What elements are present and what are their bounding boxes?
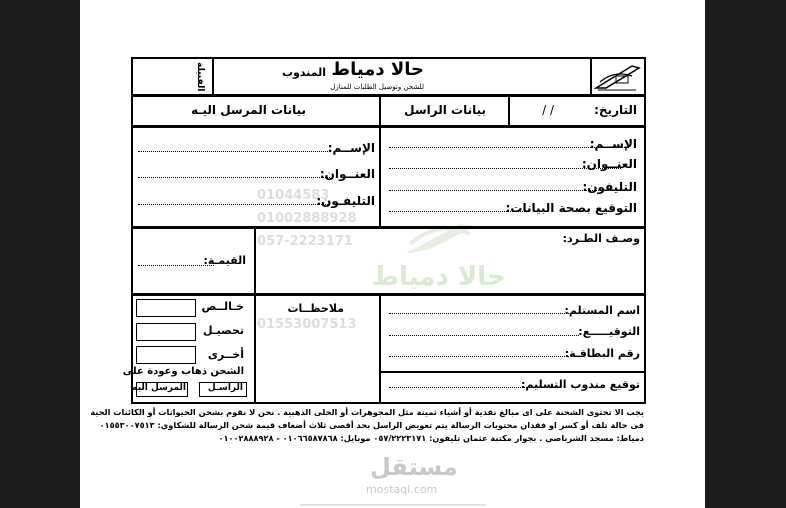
fields-divider bbox=[379, 126, 381, 228]
site-watermark-latin: mostaql.com bbox=[366, 483, 438, 496]
receiver-id-input[interactable] bbox=[389, 356, 569, 357]
recipient-address-label: العنــوان: bbox=[319, 167, 375, 181]
date-label: التاريخ: bbox=[594, 103, 637, 117]
plane-logo-icon bbox=[592, 60, 642, 94]
sender-option: الراسـل bbox=[207, 383, 243, 393]
watermark-phone-3: 057-2223171 bbox=[257, 234, 353, 249]
recipient-option: المرسل اليه bbox=[132, 383, 186, 393]
collect-checkbox[interactable] bbox=[136, 323, 196, 341]
side-label: الفنيلة bbox=[195, 62, 205, 92]
receiver-separator bbox=[379, 371, 646, 373]
recipient-phone-label: التليفـون: bbox=[316, 194, 375, 208]
brand-title: حالا دمياط bbox=[331, 59, 424, 80]
sender-phone-input[interactable] bbox=[389, 190, 621, 191]
sender-signature-input[interactable] bbox=[389, 211, 529, 212]
sender-section-title: بيانات الراسل bbox=[404, 103, 486, 117]
lower-divider bbox=[254, 294, 256, 404]
receiver-signature-label: التوقيـــــع: bbox=[578, 325, 640, 338]
notes-label: ملاحظــات bbox=[287, 302, 344, 315]
recipient-name-label: الإســم: bbox=[327, 141, 375, 155]
sender-name-label: الإســم: bbox=[589, 137, 637, 151]
paid-checkbox[interactable] bbox=[136, 299, 196, 317]
recipient-phone-input[interactable] bbox=[138, 204, 328, 205]
package-description-label: وصـف الطـرد: bbox=[562, 232, 640, 245]
receiver-signature-input[interactable] bbox=[389, 335, 579, 336]
sender-name-input[interactable] bbox=[389, 147, 629, 148]
package-divider bbox=[254, 227, 256, 295]
bottom-divider bbox=[300, 504, 486, 506]
watermark-phone-2: 01002888928 bbox=[257, 211, 357, 226]
header-divider bbox=[212, 57, 214, 96]
watermark-logo-text: حالا دمياط bbox=[372, 262, 506, 292]
watermark-phone-1: 01044583 bbox=[257, 188, 330, 203]
recipient-address-input[interactable] bbox=[138, 177, 330, 178]
footer-line-2: فى حالة تلف أو كسر او فقدان محتويات الرسالة يتم تعويض الراسل بحد أقصى ثلاث أضعاف قيمة شحن الرسالة للشكاوي: ٠١٥٥٣٠٠٧٥١٣ bbox=[99, 420, 644, 430]
footer-line-3: دمياط: مسجد الشرباصي . بجوار مكتبة عثمان تليفون: ٠٥٧/٢٢٢٣١٧١ موبايل: ٠١٠٦٦٥٨٧٨٦٨ - ٠١٠٠٢٨٨٨٩٢٨ bbox=[218, 433, 644, 443]
footer-line-1: يجب الا تحتوى الشحنة على اى مبالغ نقدية أو أشياء ثمينة مثل المجوهرات أو الحلى الذهبية . نحن لا نقوم بشحن الحيوانات أو الكائنات الحية bbox=[90, 407, 644, 417]
recipient-name-input[interactable] bbox=[138, 151, 330, 152]
delegate-signature-label: توقيع مندوب التسليم: bbox=[520, 378, 640, 391]
date-slashes[interactable]: / / bbox=[542, 103, 554, 117]
lower-divider bbox=[379, 294, 381, 404]
sender-signature-label: التوقيع بصحة البيانات: bbox=[505, 201, 637, 215]
brand-subtitle: للشحن وتوصيل الطلبات للمنازل bbox=[330, 83, 424, 91]
delegate-label: المندوب bbox=[281, 66, 326, 79]
collect-label: تحصيـل bbox=[203, 324, 244, 337]
section-divider bbox=[508, 95, 510, 127]
other-checkbox[interactable] bbox=[136, 346, 196, 364]
sender-address-label: العنــوان: bbox=[581, 157, 637, 171]
site-watermark-arabic: مستقل bbox=[370, 453, 458, 481]
sender-address-input[interactable] bbox=[389, 168, 621, 169]
return-note: الشحن ذهاب وعودة على bbox=[122, 366, 244, 377]
other-label: أخــرى bbox=[207, 348, 244, 361]
receiver-id-label: رقم البطاقـة: bbox=[564, 347, 640, 360]
receiver-name-input[interactable] bbox=[389, 313, 579, 314]
watermark-phone-4: 01553007513 bbox=[257, 317, 357, 332]
delegate-signature-input[interactable] bbox=[389, 387, 529, 388]
package-value-input[interactable] bbox=[138, 265, 214, 266]
section-divider bbox=[379, 95, 381, 127]
paid-label: خـالــص bbox=[201, 300, 244, 313]
package-value-label: القيمـة: bbox=[203, 254, 246, 267]
sender-phone-label: التليفون: bbox=[582, 180, 637, 194]
receiver-name-label: اسم المستلم: bbox=[564, 304, 640, 317]
brand-logo bbox=[330, 59, 424, 93]
recipient-section-title: بيانات المرسل اليـه bbox=[191, 103, 306, 117]
